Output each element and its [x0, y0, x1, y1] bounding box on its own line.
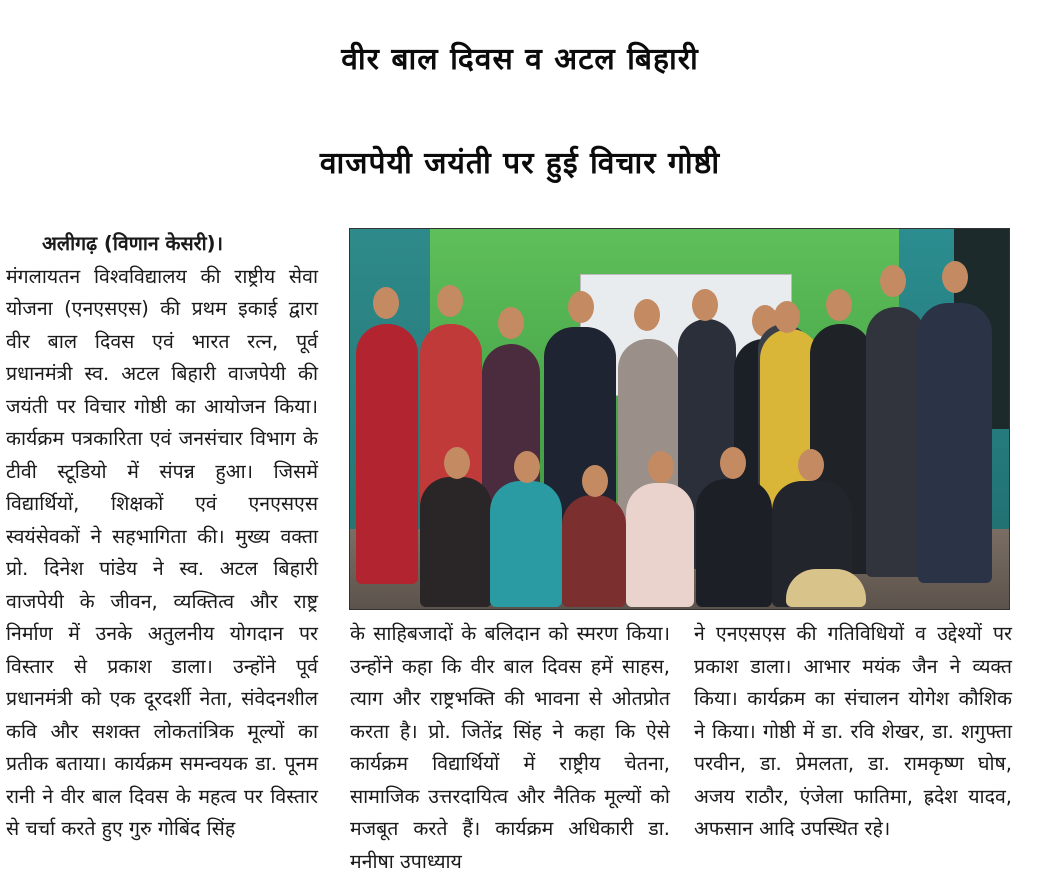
article-column-3 [694, 618, 1012, 846]
headline-line-1: वीर बाल दिवस व अटल बिहारी [341, 42, 699, 77]
article-column-1 [6, 228, 318, 846]
dateline: अलीगढ़ (विणान केसरी)। [42, 232, 223, 255]
article-text-col3: ने एनएसएस की गतिविधियों व उद्देश्यों पर प्रकाश डाला। आभार मयंक जैन ने व्यक्त किया। कार्यक्रम का संचालन योगेश कौशिक ने किया। गोष्ठी में डा. रवि शेखर, डा. शगुफ्ता परवीन, डा. प्रेमलता, डा. रामकृष्ण घोष, अजय राठौर, एंजेला फातिमा, ह्रदेश यादव, अफसान आदि उपस्थित रहे। [694, 622, 1012, 840]
article-text-col2: के साहिबजादों के बलिदान को स्मरण किया। उन्होंने कहा कि वीर बाल दिवस हमें साहस, त्याग और राष्ट्रभक्ति की भावना से ओतप्रोत करता है। प्रो. जितेंद्र सिंह ने कहा कि ऐसे कार्यक्रम विद्यार्थियों में राष्ट्रीय चेतना, सामाजिक उत्तरदायित्व और नैतिक मूल्यों को मजबूत करते हैं। कार्यक्रम अधिकारी डा. मनीषा उपाध्याय [350, 622, 670, 873]
headline-line-2: वाजपेयी जयंती पर हुई विचार गोष्ठी [319, 146, 721, 181]
article-column-2 [350, 618, 670, 878]
group-photo [349, 228, 1010, 610]
article-text-col1: मंगलायतन विश्वविद्यालय की राष्ट्रीय सेवा योजना (एनएसएस) की प्रथम इकाई द्वारा वीर बाल दिवस एवं भारत रत्न, पूर्व प्रधानमंत्री स्व. अटल बिहारी वाजपेयी की जयंती पर विचार गोष्ठी का आयोजन किया। कार्यक्रम पत्रकारिता एवं जनसंचार विभाग के टीवी स्टूडियो में संपन्न हुआ। जिसमें विद्यार्थियों, शिक्षकों एवं एनएसएस स्वयंसेवकों ने सहभागिता की। मुख्य वक्ता प्रो. दिनेश पांडेय ने स्व. अटल बिहारी वाजपेयी के जीवन, व्यक्तित्व और राष्ट्र निर्माण में उनके अतुलनीय योगदान पर विस्तार से प्रकाश डाला। उन्होंने पूर्व प्रधानमंत्री को एक दूरदर्शी नेता, संवेदनशील कवि और सशक्त लोकतांत्रिक मूल्यों का प्रतीक बताया। कार्यक्रम समन्वयक डा. पूनम रानी ने वीर बाल दिवस के महत्व पर विस्तार से चर्चा करते हुए गुरु गोबिंद सिंह [6, 264, 318, 840]
